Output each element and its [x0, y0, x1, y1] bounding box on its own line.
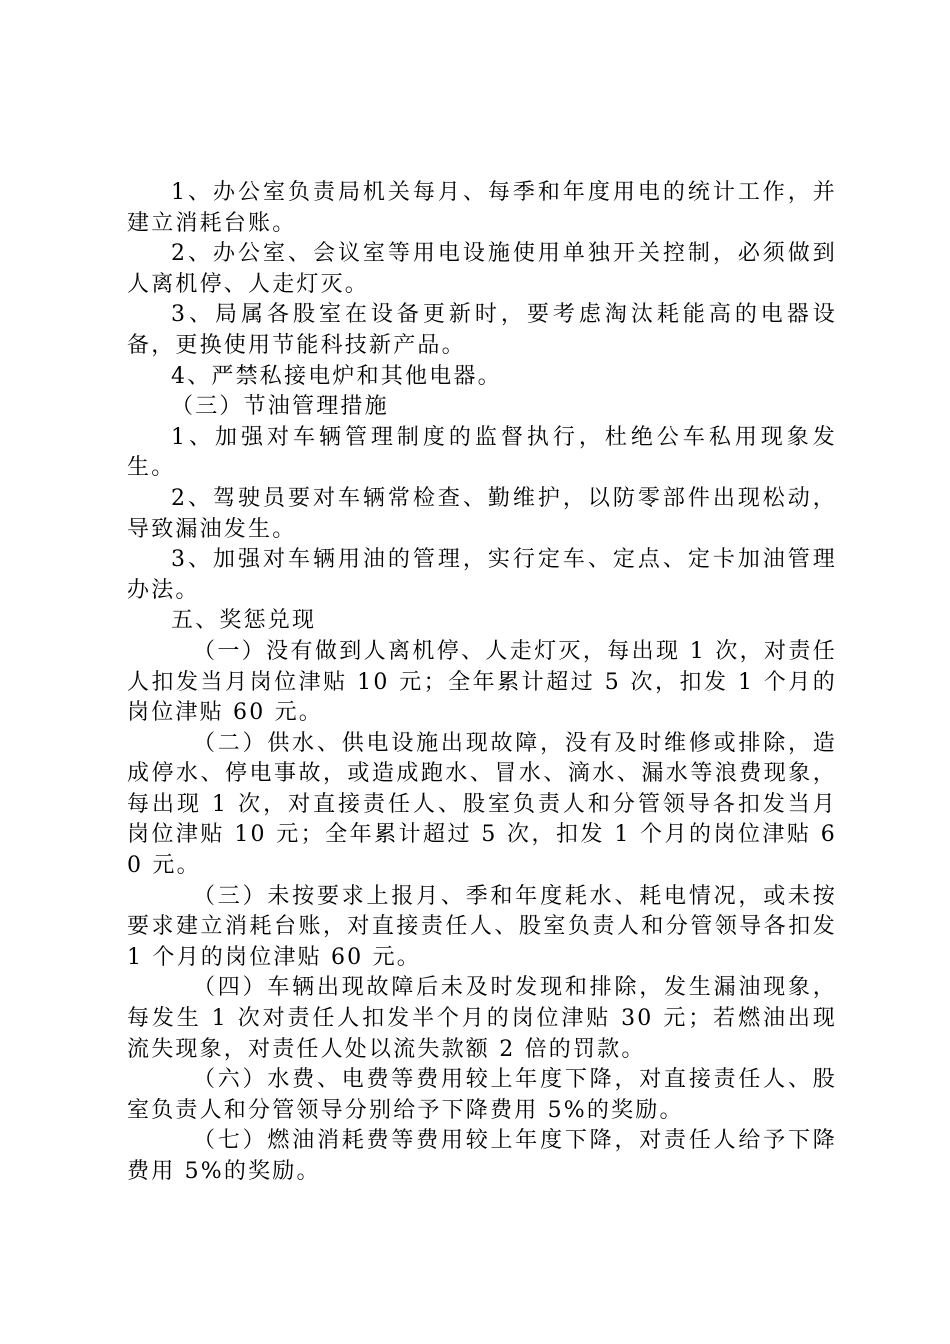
paragraph-electricity-2: 2、办公室、会议室等用电设施使用单独开关控制，必须做到人离机停、人走灯灭。: [127, 241, 837, 297]
paragraph-reward-7: （七）燃油消耗费等费用较上年度下降，对责任人给予下降费用 5%的奖励。: [127, 1128, 837, 1184]
section-heading-fuel: （三）节油管理措施: [171, 394, 389, 420]
paragraph-fuel-3: 3、加强对车辆用油的管理，实行定车、定点、定卡加油管理办法。: [127, 547, 837, 603]
document-body: [127, 178, 837, 1188]
paragraph-electricity-3: 3、局属各股室在设备更新时，要考虑淘汰耗能高的电器设备，更换使用节能科技新产品。: [127, 302, 837, 358]
paragraph-reward-3: （三）未按要求上报月、季和年度耗水、耗电情况，或未按要求建立消耗台账，对直接责任人、股室负责人和分管领导各扣发 1 个月的岗位津贴 60 元。: [127, 883, 837, 970]
paragraph-fuel-1: 1、加强对车辆管理制度的监督执行，杜绝公车私用现象发生。: [127, 424, 837, 481]
paragraph-electricity-1: 1、办公室负责局机关每月、每季和年度用电的统计工作，并建立消耗台账。: [127, 180, 837, 236]
paragraph-reward-6: （六）水费、电费等费用较上年度下降，对直接责任人、股室负责人和分管领导分别给予下降费用 5%的奖励。: [127, 1067, 837, 1123]
paragraph-reward-4: （四）车辆出现故障后未及时发现和排除，发生漏油现象，每发生 1 次对责任人扣发半个月的岗位津贴 30 元；若燃油出现流失现象，对责任人处以流失款额 2 倍的罚款。: [127, 975, 837, 1062]
paragraph-reward-2: （二）供水、供电设施出现故障，没有及时维修或排除，造成停水、停电事故，或造成跑水、冒水、滴水、漏水等浪费现象，每出现 1 次，对直接责任人、股室负责人和分管领导各扣发当月岗位津贴 10 元；全年累计超过 5 次，扣发 1 个月的岗位津贴 60 元。: [127, 730, 837, 879]
paragraph-electricity-4: 4、严禁私接电炉和其他电器。: [171, 363, 502, 389]
section-heading-rewards: 五、奖惩兑现: [171, 608, 317, 634]
paragraph-fuel-2: 2、驾驶员要对车辆常检查、勤维护，以防零部件出现松动，导致漏油发生。: [127, 485, 837, 542]
paragraph-reward-1: （一）没有做到人离机停、人走灯灭，每出现 1 次，对责任人扣发当月岗位津贴 10 元；全年累计超过 5 次，扣发 1 个月的岗位津贴 60 元。: [127, 638, 837, 726]
